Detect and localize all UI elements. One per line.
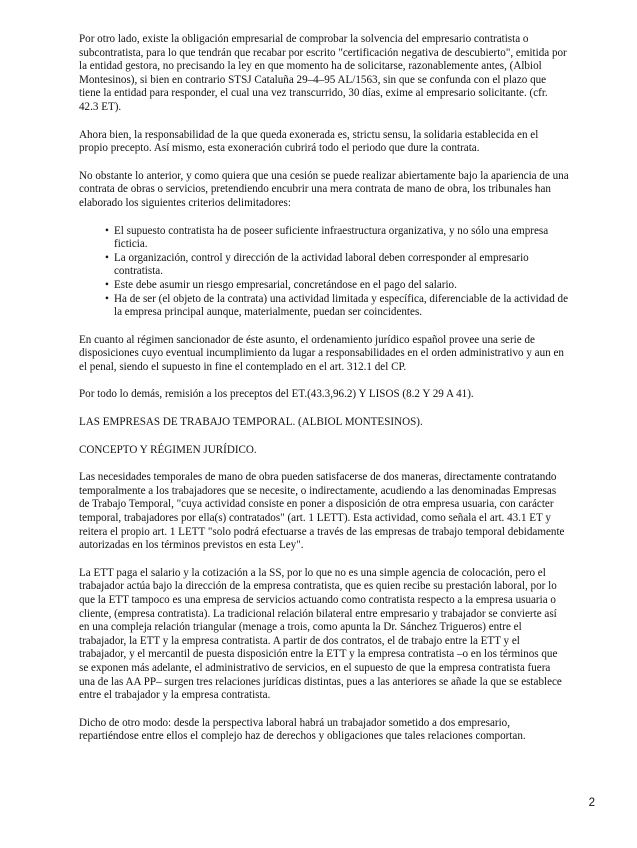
paragraph: La ETT paga el salario y la cotización a la SS, por lo que no es una simple agencia de colocación, pero el trabajador actúa bajo la dirección de la empresa contratista, que es quien recibe su prestación laboral, por lo que la ETT tampoco es una empresa de servicios actuando como contratista respecto a la empresa usuaria o cliente, (empresa contratista). La tradicional relación bilateral entre empresario y trabajador se convierte así en una compleja relación triangular (menage a trois, como apunta la Dr. Sánchez Trigueros) entre el trabajador, la ETT y la empresa contratista. A partir de dos contratos, el de trabajo entre la ETT y el trabajador, y el mercantil de puesta disposición entre la ETT y la empresa contratista –o en los términos que se exponen más adelante, el administrativo de servicios, en el supuesto de que la empresa contratista fuera una de las AA PP– surgen tres relaciones jurídicas distintas, pues a las anteriores se añade la que se establece entre el trabajador y la empresa contratista. — [79, 566, 562, 702]
paragraph: Las necesidades temporales de mano de obra pueden satisfacerse de dos maneras, directamente contratando temporalmente a los trabajadores que se necesite, o indirectamente, acudiendo a las denominadas Empresas de Trabajo Temporal, "cuya actividad consiste en poner a disposición de otra empresa usuaria, con carácter temporal, trabajadores por ella(s) contratados" (art. 1 LETT). Esta actividad, como señala el art. 43.1 ET y reitera el propio art. 1 LETT "solo podrá efectuarse a través de las empresas de trabajo temporal debidamente autorizadas en los términos previstos en esta Ley". — [79, 471, 565, 552]
document-page — [79, 33, 569, 757]
paragraph: En cuanto al régimen sancionador de éste asunto, el ordenamiento jurídico español provee una serie de disposiciones cuyo eventual incumplimiento da lugar a responsabilidades en el orden administrativo y aun en el penal, siendo el supuesto in fine el contemplado en el art. 312.1 del CP. — [79, 333, 564, 373]
section-heading: LAS EMPRESAS DE TRABAJO TEMPORAL. (ALBIOL MONTESINOS). — [79, 416, 423, 429]
paragraph: No obstante lo anterior, y como quiera que una cesión se puede realizar abiertamente bajo la apariencia de una contrata de obras o servicios, pretendiendo encubrir una mera contrata de mano de obra, los tribunales han elaborado los siguientes criterios delimitadores: — [79, 169, 569, 209]
bullet-icon: • — [105, 292, 109, 305]
paragraph: Por todo lo demás, remisión a los preceptos del ET.(43.3,96.2) Y LISOS (8.2 Y 29 A 41). — [79, 388, 474, 401]
list-item-text: El supuesto contratista ha de poseer suficiente infraestructura organizativa, y no sólo una empresa ficticia. — [114, 224, 549, 251]
list-item — [79, 293, 569, 320]
paragraph: Por otro lado, existe la obligación empresarial de comprobar la solvencia del empresario contratista o subcontratista, para lo que tendrán que recabar por escrito "certificación negativa de descubierto", emitida por la entidad gestora, no precisando la ley en que momento ha de solicitarse, razonablemente antes, (Albiol Montesinos), si bien en contrario STSJ Cataluña 29–4–95 AL/1563, sin que se confunda con el plazo que tiene la entidad para responder, el cual una vez transcurrido, 30 días, exime al empresario solicitante. (cfr. 42.3 ET). — [79, 33, 567, 113]
list-item-text: Ha de ser (el objeto de la contrata) una actividad limitada y específica, diferenciable de la actividad de la empresa principal aunque, materialmente, puedan ser coincidentes. — [114, 292, 569, 319]
bullet-icon: • — [105, 251, 109, 264]
bullet-icon: • — [105, 278, 109, 291]
criteria-list — [79, 225, 569, 320]
list-item — [79, 279, 569, 293]
paragraph: Dicho de otro modo: desde la perspectiva laboral habrá un trabajador sometido a dos empresario, repartiéndose entre ellos el complejo haz de derechos y obligaciones que tales relaciones comportan. — [79, 716, 526, 743]
list-item-text: La organización, control y dirección de la actividad laboral deben corresponder al empresario contratista. — [114, 251, 529, 278]
page-number: 2 — [588, 797, 595, 809]
list-item — [79, 252, 569, 279]
list-item — [79, 225, 569, 252]
list-item-text: Este debe asumir un riesgo empresarial, concretándose en el pago del salario. — [114, 278, 457, 291]
paragraph: Ahora bien, la responsabilidad de la que queda exonerada es, strictu sensu, la solidaria establecida en el propio precepto. Así mismo, esta exoneración cubrirá todo el periodo que dure la contrata. — [79, 128, 539, 155]
subsection-heading: CONCEPTO Y RÉGIMEN JURÍDICO. — [79, 443, 257, 456]
bullet-icon: • — [105, 224, 109, 237]
